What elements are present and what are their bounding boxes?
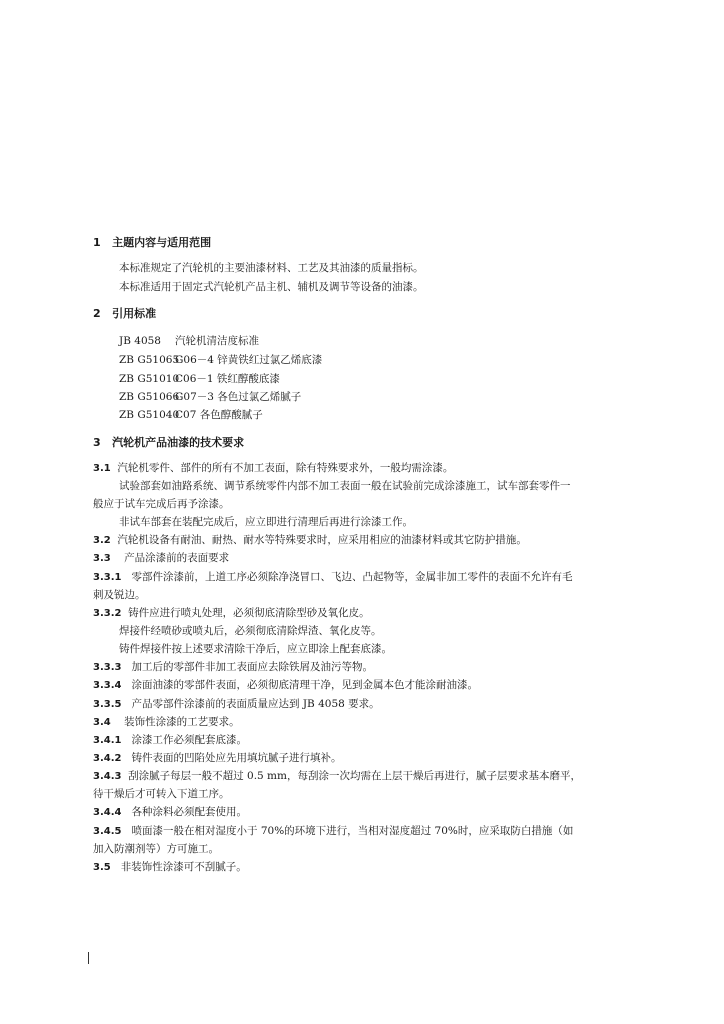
clause-3-4-3 (93, 769, 581, 784)
clause-number: 3.2 (93, 535, 111, 546)
paragraph: 铸件焊接件按上述要求清除干净后，应立即涂上配套底漆。 (119, 643, 392, 655)
clause-text: 喷面漆一般在相对湿度小于 70%的环境下进行，当相对湿度超过 70%时，应采取防白措施（如 (131, 825, 574, 837)
clause-3-3-2 (93, 606, 370, 621)
clause-number: 3.4.2 (93, 753, 122, 764)
clause-text: 装饰性涂漆的工艺要求。 (124, 716, 240, 728)
clause-number: 3.3.2 (93, 608, 122, 619)
clause-number: 3.3.1 (93, 572, 122, 583)
clause-number: 3.5 (93, 862, 111, 873)
clause-number: 3.4.3 (93, 771, 122, 782)
clause-3-2 (93, 533, 527, 548)
reference-title: 汽轮机清洁度标准 (175, 335, 259, 347)
clause-3-3-5 (93, 697, 380, 712)
reference-title: G07－3 各色过氯乙烯腻子 (175, 391, 302, 403)
reference-item (119, 408, 263, 422)
section-number: 3 (93, 436, 101, 449)
clause-text: 刮涂腻子每层一般不超过 0.5 mm，每刮涂一次均需在上层干燥后再进行，腻子层要求基本磨平， (128, 770, 581, 782)
paragraph: 本标准适用于固定式汽轮机产品主机、辅机及调节等设备的油漆。 (119, 281, 424, 293)
section-title: 引用标准 (112, 307, 157, 320)
clause-text: 产品涂漆前的表面要求 (124, 552, 230, 564)
clause-number: 3.4 (93, 717, 111, 728)
clause-number: 3.4.4 (93, 807, 122, 818)
paragraph: 刺及锐边。 (93, 589, 146, 601)
clause-3-3 (93, 551, 229, 566)
reference-code: JB 4058 (119, 335, 161, 347)
clause-3-4-4 (93, 805, 247, 820)
paragraph: 般应于试车完成后再予涂漆。 (93, 498, 230, 510)
clause-text: 各种涂料必须配套使用。 (131, 806, 247, 818)
clause-text: 零部件涂漆前，上道工序必须除净浇冒口、飞边、凸起物等，金属非加工零件的表面不允许有毛 (131, 571, 573, 583)
clause-3-4-2 (93, 751, 342, 766)
clause-3-3-4 (93, 678, 478, 693)
paragraph: 试验部套如油路系统、调节系统零件内部不加工表面一般在试验前完成涂漆施工，试车部套零件一 (119, 480, 571, 492)
clause-text: 汽轮机设备有耐油、耐热、耐水等特殊要求时，应采用相应的油漆材料或其它防护措施。 (117, 534, 527, 546)
margin-mark (88, 952, 89, 964)
clause-3-5 (93, 860, 247, 875)
paragraph: 本标准规定了汽轮机的主要油漆材料、工艺及其油漆的质量指标。 (119, 262, 424, 274)
clause-number: 3.3.4 (93, 680, 122, 691)
clause-text: 非装饰性涂漆可不刮腻子。 (120, 861, 247, 873)
reference-title: C07 各色醇酸腻子 (175, 409, 263, 421)
clause-number: 3.3.3 (93, 662, 122, 673)
section-title: 汽轮机产品油漆的技术要求 (112, 436, 245, 449)
reference-code: ZB G51065 (119, 354, 180, 366)
reference-item (119, 353, 322, 367)
clause-3-4-5 (93, 824, 573, 839)
paragraph: 非试车部套在装配完成后，应立即进行清理后再进行涂漆工作。 (119, 516, 413, 528)
clause-number: 3.3.5 (93, 699, 122, 710)
clause-text: 涂面油漆的零部件表面，必须彻底清理干净，见到金属本色才能涂耐油漆。 (131, 679, 478, 691)
clause-number: 3.4.5 (93, 826, 122, 837)
clause-3-4 (93, 715, 240, 730)
clause-text: 涂漆工作必须配套底漆。 (131, 734, 247, 746)
reference-title: C06－1 铁红醇酸底漆 (175, 373, 280, 385)
reference-item (119, 390, 301, 404)
section-3-heading (93, 436, 244, 450)
section-2-heading (93, 307, 156, 321)
reference-item (119, 372, 280, 386)
clause-number: 3.1 (93, 463, 111, 474)
paragraph: 焊接件经喷砂或喷丸后，必须彻底清除焊渣、氧化皮等。 (119, 625, 382, 637)
clause-number: 3.3 (93, 553, 111, 564)
reference-code: ZB G51010 (119, 373, 180, 385)
section-1-heading (93, 236, 211, 250)
reference-title: G06－4 锌黄铁红过氯乙烯底漆 (175, 354, 323, 366)
section-number: 1 (93, 236, 101, 249)
section-number: 2 (93, 307, 101, 320)
clause-text: 加工后的零部件非加工表面应去除铁屑及油污等物。 (131, 661, 373, 673)
clause-3-1 (93, 461, 453, 476)
clause-text: 产品零部件涂漆前的表面质量应达到 JB 4058 要求。 (131, 698, 380, 710)
paragraph: 待干燥后才可转入下道工序。 (93, 788, 230, 800)
clause-text: 铸件表面的凹陷处应先用填坑腻子进行填补。 (131, 752, 342, 764)
clause-text: 汽轮机零件、部件的所有不加工表面，除有特殊要求外，一般均需涂漆。 (117, 462, 454, 474)
paragraph: 加入防潮剂等）方可施工。 (93, 843, 219, 855)
clause-3-3-3 (93, 660, 373, 675)
reference-code: ZB G51040 (119, 409, 180, 421)
reference-item (119, 334, 259, 348)
clause-number: 3.4.1 (93, 735, 122, 746)
clause-text: 铸件应进行喷丸处理，必须彻底清除型砂及氧化皮。 (128, 607, 370, 619)
section-title: 主题内容与适用范围 (112, 236, 212, 249)
clause-3-3-1 (93, 570, 573, 585)
clause-3-4-1 (93, 733, 247, 748)
reference-code: ZB G51066 (119, 391, 180, 403)
